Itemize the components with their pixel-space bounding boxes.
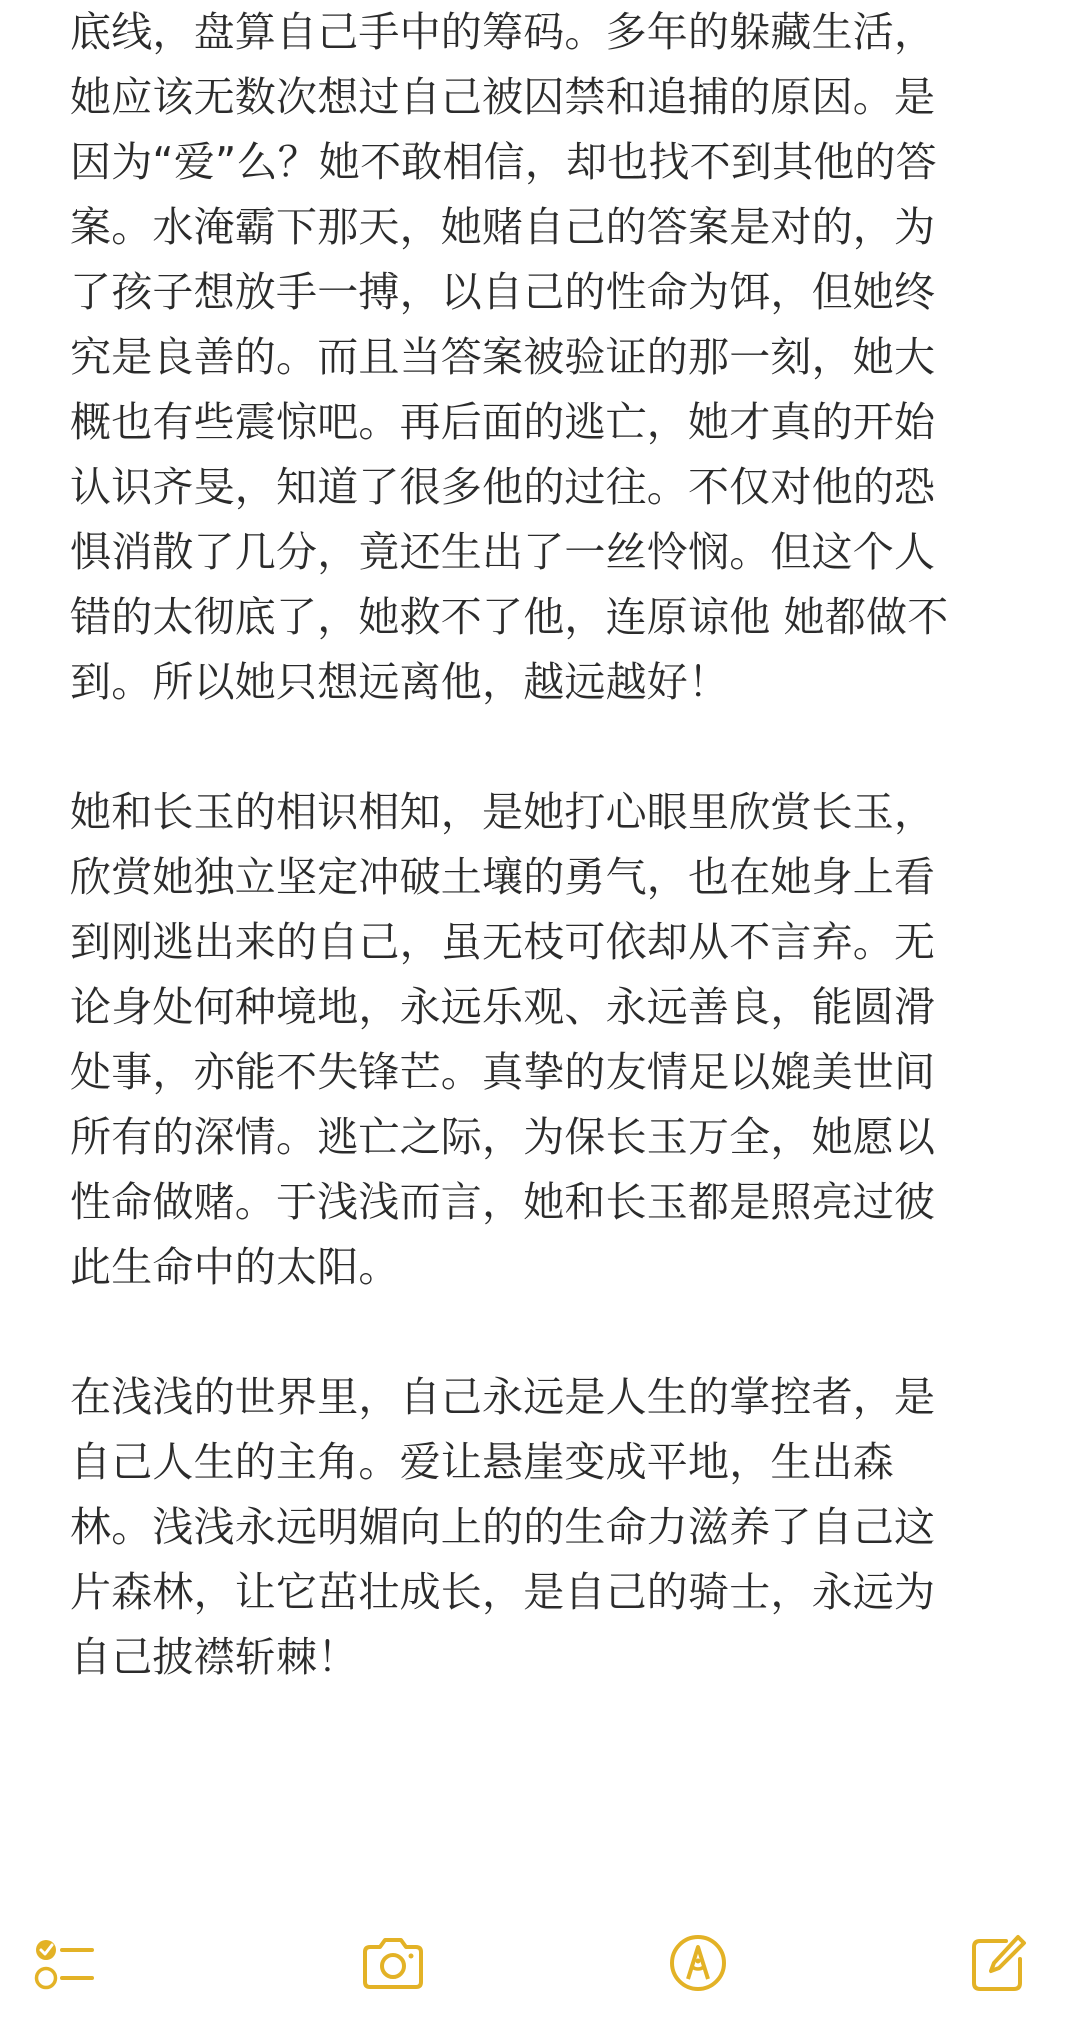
text-line: 到。所以她只想远离他，越远越好！ [70,658,730,706]
text-line: 底线，盘算自己手中的筹码。多年的躲藏生活， [70,8,936,56]
text-line: 片森林，让它茁壮成长，是自己的骑士，永远为 [70,1568,936,1616]
text-line: 她和长玉的相识相知，是她打心眼里欣赏长玉， [70,788,936,836]
text-line: 惧消散了几分，竟还生出了一丝怜悯。但这个人 [70,528,936,576]
paragraph-2 [70,780,1015,1300]
text-line: 她应该无数次想过自己被囚禁和追捕的原因。是 [70,73,936,121]
text-line: 到刚逃出来的自己，虽无枝可依却从不言弃。无 [70,918,936,966]
checklist-button[interactable] [27,1928,107,1998]
bottom-toolbar [0,1928,1080,1998]
paragraph-1 [70,0,1015,715]
text-line: 概也有些震惊吧。再后面的逃亡，她才真的开始 [70,398,936,446]
compose-icon [966,1931,1030,1995]
note-body[interactable] [70,0,1015,1755]
camera-icon [358,1933,428,1993]
text-line: 案。水淹霸下那天，她赌自己的答案是对的，为 [70,203,936,251]
text-line: 林。浅浅永远明媚向上的的生命力滋养了自己这 [70,1503,936,1551]
text-line: 因为“爱”么？她不敢相信，却也找不到其他的答 [70,138,937,186]
text-line: 此生命中的太阳。 [70,1243,400,1291]
text-line: 自己披襟斩棘！ [70,1633,359,1681]
text-line: 性命做赌。于浅浅而言，她和长玉都是照亮过彼 [70,1178,936,1226]
text-line: 所有的深情。逃亡之际，为保长玉万全，她愿以 [70,1113,936,1161]
checklist-icon [32,1933,102,1993]
text-line: 在浅浅的世界里，自己永远是人生的掌控者，是 [70,1373,936,1421]
text-line: 错的太彻底了，她救不了他，连原谅他 她都做不 [70,593,949,641]
text-line: 了孩子想放手一搏，以自己的性命为饵，但她终 [70,268,936,316]
markup-button[interactable] [658,1928,738,1998]
text-line: 自己人生的主角。爱让悬崖变成平地，生出森 [70,1438,894,1486]
markup-pen-icon [666,1931,730,1995]
text-line: 究是良善的。而且当答案被验证的那一刻，她大 [70,333,936,381]
text-line: 欣赏她独立坚定冲破土壤的勇气，也在她身上看 [70,853,936,901]
new-note-button[interactable] [958,1928,1038,1998]
text-line: 认识齐旻，知道了很多他的过往。不仅对他的恐 [70,463,936,511]
camera-button[interactable] [353,1928,433,1998]
paragraph-3 [70,1365,1015,1690]
text-line: 处事，亦能不失锋芒。真挚的友情足以媲美世间 [70,1048,936,1096]
text-line: 论身处何种境地，永远乐观、永远善良，能圆滑 [70,983,936,1031]
